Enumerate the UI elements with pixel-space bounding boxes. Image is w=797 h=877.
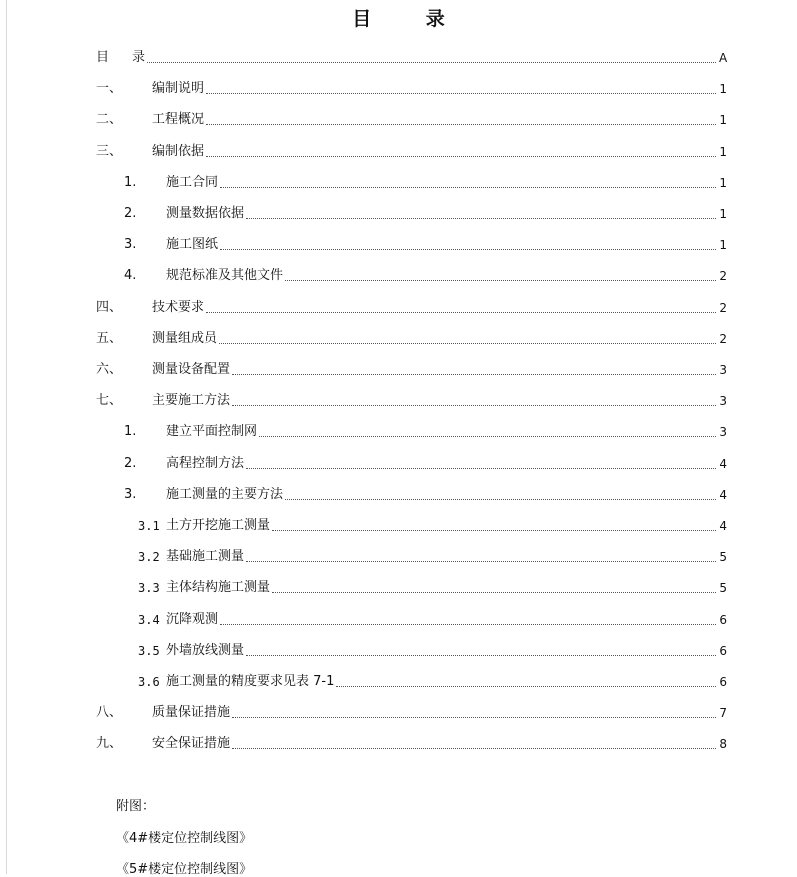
toc-page-number: 5 xyxy=(719,581,727,595)
toc-page-number: 1 xyxy=(719,113,727,127)
toc-entry-label: 编制说明 xyxy=(152,81,205,96)
toc-page-number: 1 xyxy=(719,176,727,190)
toc-dot-leader xyxy=(220,186,716,188)
toc-entry-number: 八、 xyxy=(96,705,123,720)
toc-entry[interactable] xyxy=(96,78,727,98)
toc-entry-label: 外墙放线测量 xyxy=(166,643,245,658)
toc-dot-leader xyxy=(219,342,716,344)
toc-entry[interactable] xyxy=(96,359,727,379)
toc-page-number: 6 xyxy=(719,644,727,658)
toc-entry-label: 土方开挖施工测量 xyxy=(166,518,271,533)
toc-dot-leader xyxy=(220,248,716,250)
toc-entry-number: 一、 xyxy=(96,81,123,96)
toc-dot-leader xyxy=(206,155,716,157)
toc-page-number: 6 xyxy=(719,613,727,627)
toc-dot-leader xyxy=(206,123,716,125)
toc-entry[interactable] xyxy=(96,297,727,317)
toc-page-number: 1 xyxy=(719,145,727,159)
toc-page-number: 1 xyxy=(719,238,727,252)
toc-entry[interactable] xyxy=(96,328,727,348)
toc-dot-leader xyxy=(147,61,716,63)
toc-entry-label: 沉降观测 xyxy=(166,612,219,627)
toc-dot-leader xyxy=(285,498,716,500)
toc-entry-label: 规范标准及其他文件 xyxy=(166,268,284,283)
toc-entry-number: 三、 xyxy=(96,144,123,159)
toc-entry-label: 施工图纸 xyxy=(166,237,219,252)
toc-entry-number: 二、 xyxy=(96,112,123,127)
appendix-item[interactable]: 《5#楼定位控制线图》 xyxy=(116,862,253,877)
toc-entry-number: 3. xyxy=(124,237,137,252)
toc-entry-label: 工程概况 xyxy=(152,112,205,127)
toc-page-number: 5 xyxy=(719,550,727,564)
toc-entry-number: 1. xyxy=(124,175,137,190)
toc-entry-label: 录 xyxy=(132,50,146,65)
toc-dot-leader xyxy=(232,404,716,406)
toc-entry-number: 九、 xyxy=(96,736,123,751)
appendix-heading: 附图： xyxy=(116,799,156,814)
toc-page-number: 2 xyxy=(719,301,727,315)
toc-dot-leader xyxy=(220,623,716,625)
toc-entry-number: 2. xyxy=(124,456,137,471)
toc-dot-leader xyxy=(232,373,716,375)
toc-entry-number: 目 xyxy=(96,50,114,65)
toc-entry[interactable] xyxy=(96,702,727,722)
toc-entry-label: 施工测量的主要方法 xyxy=(166,487,284,502)
toc-entry-number: 七、 xyxy=(96,393,123,408)
toc-entry-number: 3.2 xyxy=(138,550,160,564)
toc-entry[interactable] xyxy=(96,265,727,285)
toc-entry[interactable] xyxy=(96,640,727,660)
toc-entry[interactable] xyxy=(96,609,727,629)
toc-entry-label: 测量组成员 xyxy=(152,331,218,346)
toc-entry-label: 主要施工方法 xyxy=(152,393,231,408)
toc-entry[interactable] xyxy=(96,172,727,192)
toc-entry-label: 高程控制方法 xyxy=(166,456,245,471)
toc-entry-number: 3.6 xyxy=(138,675,160,689)
toc-dot-leader xyxy=(285,279,716,281)
toc-dot-leader xyxy=(336,685,716,687)
toc-entry[interactable] xyxy=(96,546,727,566)
toc-page-number: 1 xyxy=(719,82,727,96)
toc-dot-leader xyxy=(206,92,716,94)
toc-entry[interactable] xyxy=(96,515,727,535)
toc-entry[interactable] xyxy=(96,234,727,254)
toc-dot-leader xyxy=(246,654,716,656)
toc-entry-label: 基础施工测量 xyxy=(166,549,245,564)
toc-entry-number: 3.3 xyxy=(138,581,160,595)
toc-entry-number: 3. xyxy=(124,487,137,502)
toc-entry[interactable] xyxy=(96,109,727,129)
toc-dot-leader xyxy=(272,529,716,531)
toc-page-number: 1 xyxy=(719,207,727,221)
toc-page-number: 7 xyxy=(719,706,727,720)
appendix-item[interactable]: 《4#楼定位控制线图》 xyxy=(116,831,253,846)
toc-entry[interactable] xyxy=(96,203,727,223)
toc-entry-number: 4. xyxy=(124,268,137,283)
toc-dot-leader xyxy=(246,560,716,562)
page-edge-line xyxy=(6,0,7,874)
toc-entry-number: 3.5 xyxy=(138,644,160,658)
toc-dot-leader xyxy=(246,217,716,219)
page-title: 目 录 xyxy=(352,8,469,30)
toc-entry-number: 1. xyxy=(124,424,137,439)
toc-entry[interactable] xyxy=(96,141,727,161)
toc-entry[interactable] xyxy=(96,421,727,441)
toc-page-number: 4 xyxy=(719,457,727,471)
toc-dot-leader xyxy=(259,435,716,437)
toc-entry-label: 技术要求 xyxy=(152,300,205,315)
toc-entry-label: 测量设备配置 xyxy=(152,362,231,377)
toc-entry[interactable] xyxy=(96,671,727,691)
toc-dot-leader xyxy=(246,467,716,469)
toc-entry-label: 施工测量的精度要求见表 7-1 xyxy=(166,674,335,689)
toc-entry[interactable] xyxy=(96,484,727,504)
toc-page-number: 3 xyxy=(719,363,727,377)
toc-entry[interactable] xyxy=(96,390,727,410)
toc-entry-label: 建立平面控制网 xyxy=(166,424,258,439)
toc-page-number: 2 xyxy=(719,332,727,346)
toc-entry-number: 五、 xyxy=(96,331,123,346)
toc-entry[interactable] xyxy=(96,47,727,67)
toc-page-number: 4 xyxy=(719,519,727,533)
toc-dot-leader xyxy=(272,591,716,593)
toc-page-number: A xyxy=(719,51,728,65)
toc-entry-label: 编制依据 xyxy=(152,144,205,159)
toc-entry[interactable] xyxy=(96,577,727,597)
toc-dot-leader xyxy=(232,716,716,718)
toc-entry-number: 3.1 xyxy=(138,519,160,533)
toc-entry-label: 施工合同 xyxy=(166,175,219,190)
toc-dot-leader xyxy=(232,747,716,749)
toc-page-number: 4 xyxy=(719,488,727,502)
toc-entry-label: 安全保证措施 xyxy=(152,736,231,751)
toc-dot-leader xyxy=(206,311,716,313)
toc-entry-number: 六、 xyxy=(96,362,123,377)
toc-page-number: 3 xyxy=(719,425,727,439)
toc-page-number: 6 xyxy=(719,675,727,689)
toc-page-number: 2 xyxy=(719,269,727,283)
toc-entry-number: 3.4 xyxy=(138,613,160,627)
toc-entry[interactable] xyxy=(96,733,727,753)
toc-page-number: 3 xyxy=(719,394,727,408)
toc-page-number: 8 xyxy=(719,737,727,751)
toc-entry-label: 主体结构施工测量 xyxy=(166,580,271,595)
toc-entry-number: 四、 xyxy=(96,300,123,315)
toc-entry-number: 2. xyxy=(124,206,137,221)
toc-entry-label: 测量数据依据 xyxy=(166,206,245,221)
toc-entry[interactable] xyxy=(96,453,727,473)
toc-entry-label: 质量保证措施 xyxy=(152,705,231,720)
